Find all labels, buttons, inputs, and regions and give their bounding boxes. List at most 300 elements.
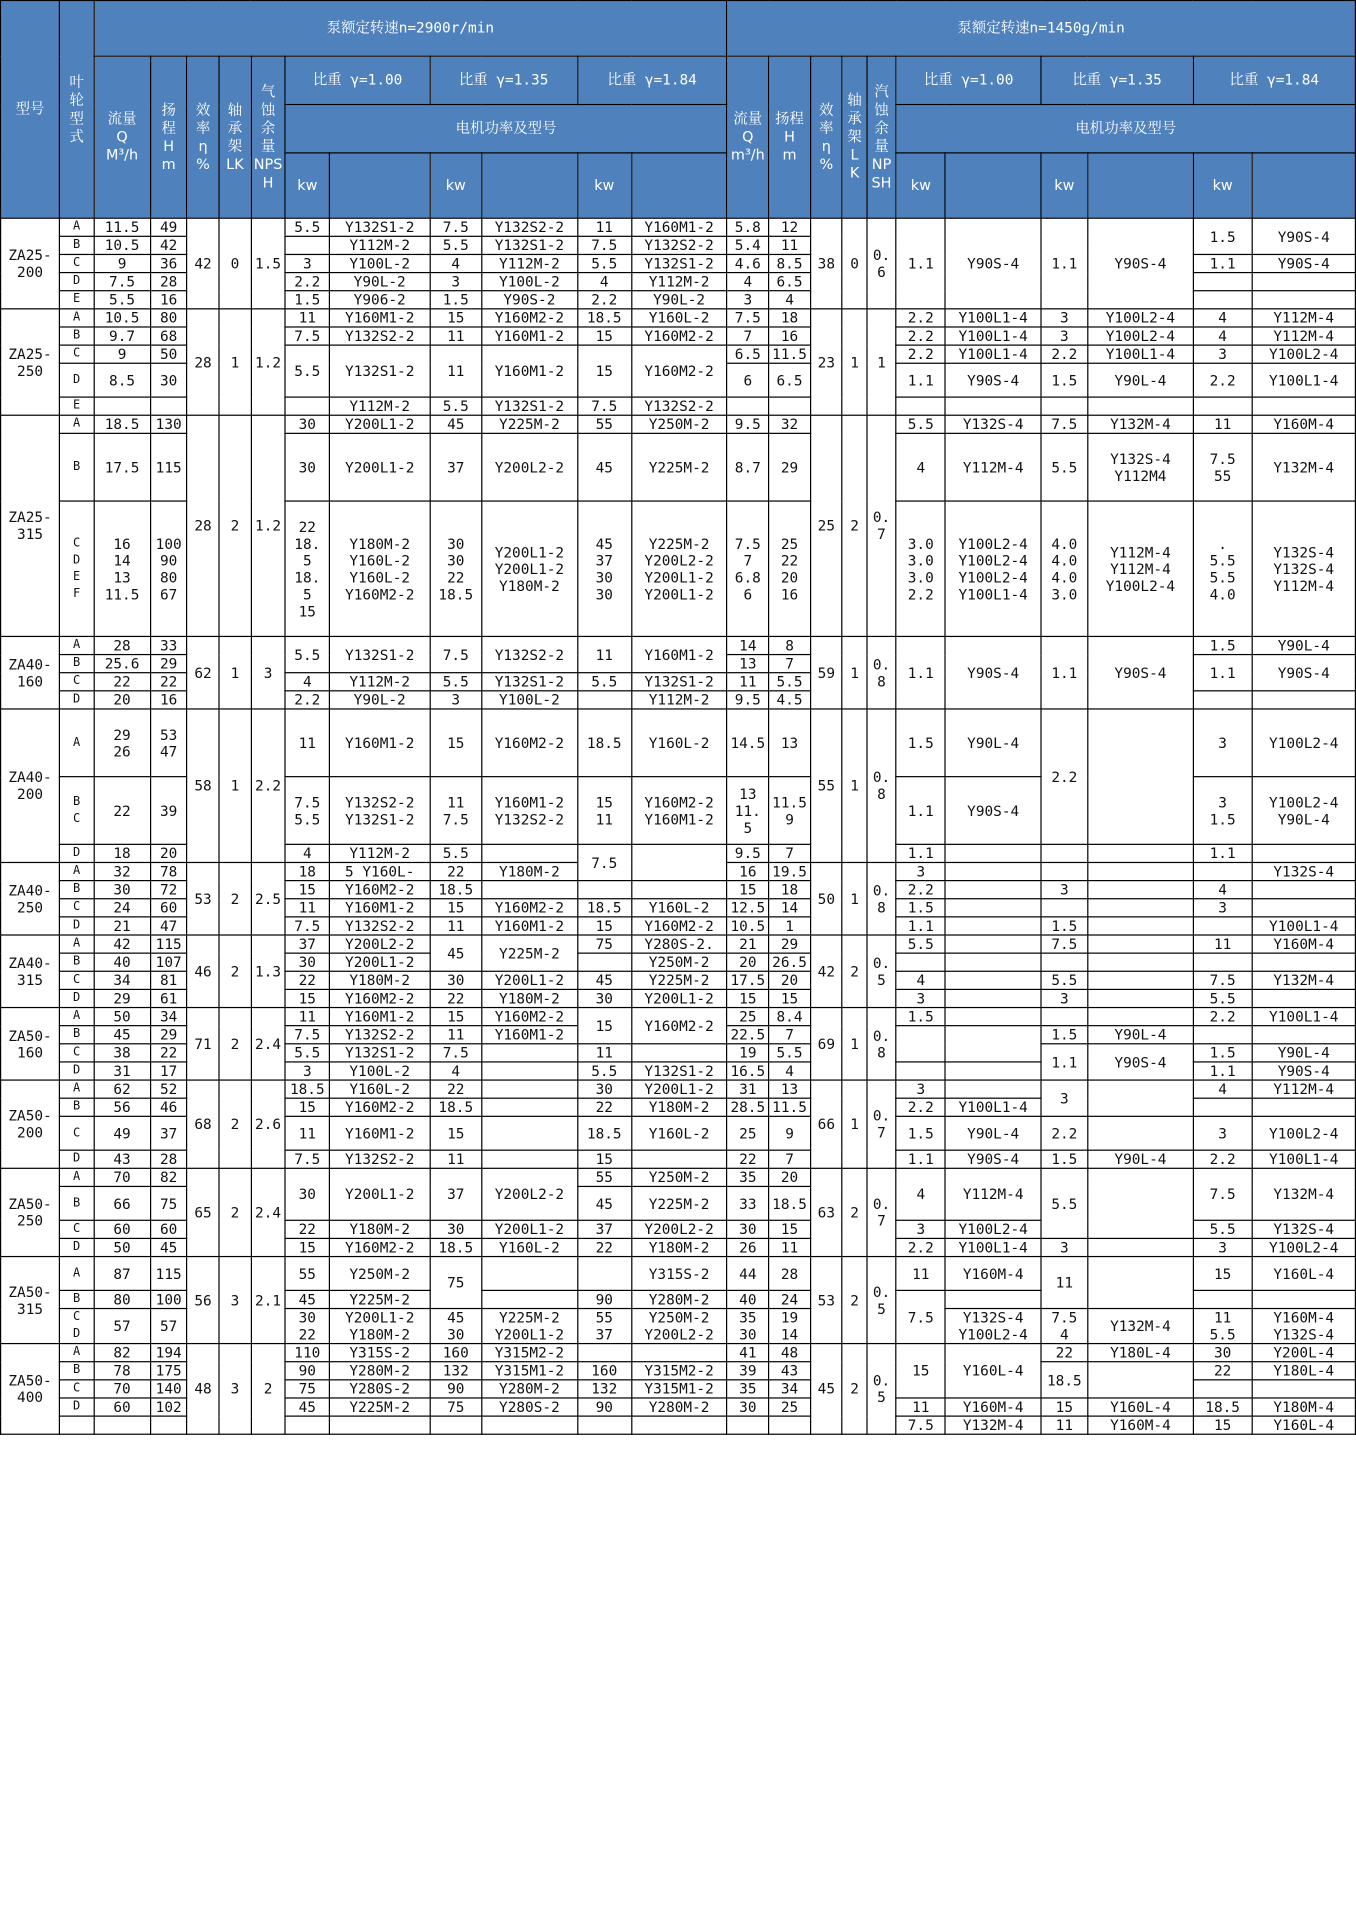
- table-cell: 11.5: [769, 345, 811, 363]
- table-cell: 3: [896, 1220, 945, 1238]
- table-cell: 1.1: [1193, 655, 1252, 691]
- table-cell: Y90L-2: [329, 273, 430, 291]
- table-cell: 5.5: [1041, 433, 1088, 501]
- table-cell: 20: [727, 953, 769, 971]
- table-cell: 1: [867, 309, 896, 415]
- table-cell: Y132S1-2: [329, 1044, 430, 1062]
- table-cell: 59: [810, 636, 842, 709]
- table-cell: 4: [1193, 1080, 1252, 1098]
- table-cell: 3: [285, 1062, 329, 1080]
- table-cell: 42: [94, 935, 150, 953]
- table-cell: Y280S-2: [329, 1380, 430, 1398]
- table-cell: [482, 1257, 578, 1291]
- table-cell: Y100L2-4: [1252, 1116, 1355, 1150]
- table-cell: Y160L-4: [1252, 1257, 1355, 1291]
- table-cell: 30 22: [285, 1309, 329, 1344]
- table-cell: 9.5: [727, 844, 769, 862]
- table-cell: 0: [842, 218, 867, 309]
- table-cell: 4: [430, 1062, 482, 1080]
- model-cell: ZA40- 160: [1, 636, 60, 709]
- table-row: [1, 309, 1356, 327]
- table-cell: Y90L-4: [1088, 1026, 1194, 1044]
- table-cell: Y225M-2: [631, 433, 727, 501]
- table-cell: 11: [285, 1008, 329, 1026]
- table-cell: [945, 953, 1041, 971]
- table-cell: 110: [285, 1344, 329, 1362]
- table-cell: [577, 953, 631, 971]
- table-cell: 5.5: [1041, 1168, 1088, 1238]
- table-cell: 75: [577, 935, 631, 953]
- table-cell: 2.6: [251, 1080, 285, 1168]
- header-motor-type: [329, 153, 430, 218]
- header-speed-1450: 泵额定转速n=1450g/min: [727, 1, 1355, 57]
- table-cell: 29 26: [94, 709, 150, 777]
- table-cell: [945, 844, 1041, 862]
- table-cell: 70: [94, 1168, 150, 1186]
- table-cell: 5.5: [285, 345, 329, 397]
- table-cell: [150, 397, 187, 415]
- table-cell: Y200L2-2: [482, 433, 578, 501]
- table-cell: Y132S1-2: [631, 1062, 727, 1080]
- table-cell: 45: [577, 1186, 631, 1220]
- table-cell: 24: [769, 1290, 811, 1308]
- table-cell: Y160M2-2: [631, 345, 727, 397]
- table-cell: Y160M1-2: [482, 345, 578, 397]
- table-cell: 75: [430, 1398, 482, 1416]
- table-cell: Y112M-4 Y112M-4 Y100L2-4: [1088, 501, 1194, 636]
- table-cell: 16.5: [727, 1062, 769, 1080]
- table-cell: Y90L-4: [1088, 363, 1194, 397]
- table-cell: 11: [1193, 935, 1252, 953]
- table-cell: 69: [810, 1008, 842, 1081]
- table-cell: 2.2: [285, 273, 329, 291]
- table-cell: Y160M2-2 Y160M1-2: [631, 777, 727, 845]
- impeller-cell: E: [59, 291, 93, 309]
- table-cell: Y160L-2: [329, 1080, 430, 1098]
- table-cell: 11: [577, 218, 631, 236]
- impeller-cell: B: [59, 1362, 93, 1380]
- table-cell: [1193, 1026, 1252, 1044]
- table-cell: 1.5: [1193, 1044, 1252, 1062]
- table-cell: 1: [842, 862, 867, 935]
- table-cell: 34: [769, 1380, 811, 1398]
- table-cell: 22: [94, 673, 150, 691]
- table-cell: [1252, 397, 1355, 415]
- table-cell: Y180M-4: [1252, 1398, 1355, 1416]
- table-cell: 62: [94, 1080, 150, 1098]
- table-cell: 38: [810, 218, 842, 309]
- table-cell: Y100L-2: [482, 691, 578, 709]
- table-cell: [285, 236, 329, 254]
- table-cell: [631, 881, 727, 899]
- table-cell: Y132S1-2: [329, 218, 430, 236]
- impeller-cell: C D: [59, 1309, 93, 1344]
- table-cell: 1.1: [896, 1150, 945, 1168]
- table-cell: Y90L-4: [1088, 1150, 1194, 1168]
- table-cell: 29: [150, 1026, 187, 1044]
- table-cell: Y132M-4: [1252, 971, 1355, 989]
- header-npsh-1450: 汽 蚀 余 量 NP SH: [867, 56, 896, 218]
- table-cell: Y280M-2: [631, 1398, 727, 1416]
- table-cell: [945, 1026, 1041, 1062]
- table-cell: 5.5: [430, 844, 482, 862]
- header-motor-type: [945, 153, 1041, 218]
- table-cell: 6.5: [727, 345, 769, 363]
- header-sg135-2900: 比重 γ=1.35: [430, 56, 577, 104]
- impeller-cell: A: [59, 1344, 93, 1362]
- table-cell: [482, 1416, 578, 1434]
- impeller-cell: [59, 1416, 93, 1434]
- table-cell: 4.6: [727, 254, 769, 272]
- impeller-cell: D: [59, 917, 93, 935]
- table-cell: 2: [219, 1008, 251, 1081]
- table-cell: Y200L1-2: [482, 1220, 578, 1238]
- table-cell: 30: [727, 1220, 769, 1238]
- table-cell: Y225M-2: [482, 935, 578, 971]
- table-cell: 2.4: [251, 1008, 285, 1081]
- table-cell: [631, 844, 727, 880]
- impeller-cell: A: [59, 415, 93, 433]
- table-cell: [94, 1416, 150, 1434]
- table-cell: Y112M-2: [329, 236, 430, 254]
- table-cell: 115: [150, 935, 187, 953]
- table-cell: Y100L2-4: [945, 1220, 1041, 1238]
- table-cell: Y100L-2: [329, 1062, 430, 1080]
- header-kw: kw: [285, 153, 329, 218]
- table-cell: 16: [727, 862, 769, 880]
- table-cell: [1252, 844, 1355, 862]
- table-cell: [1193, 291, 1252, 309]
- table-cell: 22: [94, 777, 150, 845]
- impeller-cell: D: [59, 1238, 93, 1256]
- impeller-cell: C: [59, 971, 93, 989]
- table-cell: Y160M-4: [1088, 1416, 1194, 1434]
- table-cell: Y200L1-2: [482, 971, 578, 989]
- table-cell: 55: [810, 709, 842, 863]
- table-cell: 4: [1193, 309, 1252, 327]
- table-cell: 29: [94, 989, 150, 1007]
- table-cell: 52: [150, 1080, 187, 1098]
- model-cell: ZA50- 160: [1, 1008, 60, 1081]
- table-cell: Y250M-2: [631, 953, 727, 971]
- table-cell: 37: [150, 1116, 187, 1150]
- table-cell: 28: [94, 636, 150, 654]
- table-cell: 1.5: [430, 291, 482, 309]
- table-cell: 5.5: [285, 1044, 329, 1062]
- impeller-cell: D: [59, 844, 93, 862]
- model-cell: ZA25- 250: [1, 309, 60, 415]
- table-cell: 32: [94, 862, 150, 880]
- table-cell: 12.5: [727, 899, 769, 917]
- table-cell: 2.5: [251, 862, 285, 935]
- table-cell: 1.2: [251, 415, 285, 636]
- table-cell: 33: [150, 636, 187, 654]
- table-cell: 17.5: [727, 971, 769, 989]
- table-cell: Y90L-4: [1252, 1044, 1355, 1062]
- table-cell: Y180M-2: [329, 1220, 430, 1238]
- table-cell: Y160M2-2: [482, 309, 578, 327]
- table-cell: [945, 899, 1041, 917]
- table-cell: 100: [150, 1290, 187, 1308]
- table-cell: 22: [430, 862, 482, 880]
- table-cell: Y112M-4: [1252, 1080, 1355, 1098]
- table-cell: 2.2: [1193, 363, 1252, 397]
- table-cell: 19.5: [769, 862, 811, 880]
- table-cell: Y90S-4: [945, 636, 1041, 709]
- table-cell: 29: [150, 655, 187, 673]
- table-cell: Y132S1-2: [482, 673, 578, 691]
- table-cell: Y112M-4: [945, 1168, 1041, 1220]
- table-cell: [1088, 953, 1194, 971]
- table-cell: Y100L2-4: [1088, 309, 1194, 327]
- table-cell: [1088, 1362, 1194, 1398]
- table-cell: 11: [896, 1257, 945, 1291]
- table-cell: 4: [285, 844, 329, 862]
- table-cell: 18.5: [577, 309, 631, 327]
- table-cell: 25: [727, 1116, 769, 1150]
- table-cell: 3: [251, 636, 285, 709]
- impeller-cell: B: [59, 953, 93, 971]
- table-cell: [1252, 273, 1355, 291]
- table-cell: [482, 1116, 578, 1150]
- model-cell: ZA25- 315: [1, 415, 60, 636]
- table-cell: [945, 1080, 1041, 1098]
- table-cell: 42: [810, 935, 842, 1008]
- table-cell: Y100L1-4: [1088, 345, 1194, 363]
- table-cell: 55: [285, 1257, 329, 1291]
- table-cell: 1.1: [1193, 844, 1252, 862]
- table-cell: 2.2: [1193, 1150, 1252, 1168]
- table-cell: 53: [187, 862, 219, 935]
- table-cell: Y90L-2: [329, 691, 430, 709]
- table-cell: 1: [219, 709, 251, 863]
- table-cell: 1.1: [1193, 254, 1252, 272]
- table-cell: [1193, 397, 1252, 415]
- table-cell: 18.5: [1041, 1362, 1088, 1398]
- table-cell: 18: [769, 881, 811, 899]
- table-row: [1, 1168, 1356, 1186]
- table-cell: Y132S1-2: [482, 397, 578, 415]
- table-cell: Y160M1-2: [329, 709, 430, 777]
- table-cell: Y160M1-2: [329, 1008, 430, 1026]
- impeller-cell: D: [59, 1150, 93, 1168]
- table-cell: [482, 1044, 578, 1062]
- table-cell: Y160M2-2: [329, 1098, 430, 1116]
- table-cell: Y250M-2: [631, 415, 727, 433]
- table-cell: [1088, 881, 1194, 899]
- table-cell: 35: [727, 1168, 769, 1186]
- table-cell: 3: [1193, 709, 1252, 777]
- table-cell: 18.5: [430, 881, 482, 899]
- table-cell: Y100L1-4: [1252, 1008, 1355, 1026]
- table-cell: [1088, 397, 1194, 415]
- table-cell: 90: [285, 1362, 329, 1380]
- table-cell: 29: [769, 433, 811, 501]
- table-cell: 17: [150, 1062, 187, 1080]
- table-cell: 28: [769, 1257, 811, 1291]
- table-cell: 23: [810, 309, 842, 415]
- table-cell: 5.5: [577, 254, 631, 272]
- table-cell: 5.5: [430, 397, 482, 415]
- table-cell: 28: [150, 1150, 187, 1168]
- table-cell: 2.2: [896, 309, 945, 327]
- table-cell: Y160M2-2: [631, 327, 727, 345]
- table-cell: Y112M-4: [945, 433, 1041, 501]
- table-cell: [1193, 273, 1252, 291]
- table-cell: Y132S1-2: [329, 636, 430, 672]
- table-cell: Y100L2-4: [1252, 345, 1355, 363]
- impeller-cell: D: [59, 363, 93, 397]
- table-cell: 2: [842, 935, 867, 1008]
- table-cell: 1: [769, 917, 811, 935]
- table-cell: 32: [769, 415, 811, 433]
- table-cell: [727, 1416, 769, 1434]
- table-cell: 1: [842, 1008, 867, 1081]
- table-cell: Y160M-4: [945, 1398, 1041, 1416]
- table-cell: 38: [94, 1044, 150, 1062]
- table-cell: [1088, 709, 1194, 844]
- table-cell: 57: [94, 1309, 150, 1344]
- impeller-cell: C: [59, 899, 93, 917]
- table-cell: 4: [896, 1168, 945, 1220]
- table-cell: 1: [219, 309, 251, 415]
- table-cell: 68: [187, 1080, 219, 1168]
- table-cell: 25: [727, 1008, 769, 1026]
- table-cell: 16: [150, 291, 187, 309]
- table-cell: 11: [285, 709, 329, 777]
- table-cell: Y160L-2: [631, 309, 727, 327]
- table-cell: 22: [1193, 1362, 1252, 1380]
- table-cell: [150, 1416, 187, 1434]
- table-cell: 1.5: [896, 1116, 945, 1150]
- header-motor-2900: 电机功率及型号: [285, 105, 727, 153]
- table-cell: Y100L2-4: [1252, 709, 1355, 777]
- table-cell: Y90S-4: [1252, 218, 1355, 254]
- table-cell: Y160L-2: [631, 709, 727, 777]
- table-cell: 30: [577, 989, 631, 1007]
- table-cell: Y160M1-2: [329, 1116, 430, 1150]
- table-cell: 55 37: [577, 1309, 631, 1344]
- table-cell: [285, 1416, 329, 1434]
- table-cell: 7.5 4: [1041, 1309, 1088, 1344]
- table-cell: [577, 881, 631, 899]
- table-cell: Y132S2-2: [482, 218, 578, 236]
- table-cell: 1.3: [251, 935, 285, 1008]
- table-cell: Y180L-4: [1252, 1362, 1355, 1380]
- table-cell: [482, 1150, 578, 1168]
- table-cell: 18.5: [577, 1116, 631, 1150]
- impeller-cell: A: [59, 1008, 93, 1026]
- table-cell: 5.5: [94, 291, 150, 309]
- table-cell: 43: [769, 1362, 811, 1380]
- table-cell: 2.2: [1193, 1008, 1252, 1026]
- table-cell: 7.5: [1041, 935, 1088, 953]
- model-cell: ZA50- 200: [1, 1080, 60, 1168]
- table-cell: Y132M-4: [1088, 1309, 1194, 1344]
- table-cell: 80: [94, 1290, 150, 1308]
- table-cell: 15: [769, 989, 811, 1007]
- table-cell: 15 11: [577, 777, 631, 845]
- table-cell: 30: [285, 433, 329, 501]
- header-efficiency-1450: 效 率 η %: [810, 56, 842, 218]
- table-cell: 115: [150, 1257, 187, 1291]
- table-cell: 140: [150, 1380, 187, 1398]
- table-cell: 3: [1193, 345, 1252, 363]
- table-cell: 160: [430, 1344, 482, 1362]
- table-cell: [577, 1257, 631, 1291]
- table-cell: 18.5: [1193, 1398, 1252, 1416]
- table-cell: 0.5: [867, 935, 896, 1008]
- table-cell: 61: [150, 989, 187, 1007]
- table-cell: Y100L1-4: [945, 1098, 1041, 1116]
- table-cell: Y132M-4: [1252, 1168, 1355, 1220]
- table-cell: 15: [285, 881, 329, 899]
- table-cell: [329, 1416, 430, 1434]
- impeller-cell: B: [59, 1098, 93, 1116]
- table-cell: [896, 1062, 945, 1080]
- table-cell: 3.0 3.0 3.0 2.2: [896, 501, 945, 636]
- table-cell: 35: [727, 1380, 769, 1398]
- impeller-cell: C: [59, 1380, 93, 1398]
- table-cell: 72: [150, 881, 187, 899]
- header-motor-type: [631, 153, 727, 218]
- table-cell: 15: [577, 1150, 631, 1168]
- table-cell: Y132M-4: [945, 1416, 1041, 1434]
- table-cell: 1.1: [1041, 1044, 1088, 1080]
- table-cell: Y132S-4: [1252, 862, 1355, 880]
- table-cell: 2: [842, 415, 867, 636]
- table-cell: Y132S-4 Y112M4: [1088, 433, 1194, 501]
- table-cell: 7.5: [896, 1290, 945, 1343]
- table-cell: 0.7: [867, 1080, 896, 1168]
- table-cell: [1088, 971, 1194, 989]
- table-cell: [482, 881, 578, 899]
- table-cell: Y90S-4: [945, 777, 1041, 845]
- table-cell: 3: [1193, 899, 1252, 917]
- table-cell: Y315M2-2: [482, 1344, 578, 1362]
- table-cell: 22: [577, 1238, 631, 1256]
- table-cell: 11: [430, 917, 482, 935]
- table-cell: Y112M-2: [631, 691, 727, 709]
- table-cell: [1088, 844, 1194, 862]
- table-cell: 1: [842, 709, 867, 863]
- table-cell: Y100L2-4 Y100L2-4 Y100L2-4 Y100L1-4: [945, 501, 1041, 636]
- table-cell: 107: [150, 953, 187, 971]
- table-cell: 31: [727, 1080, 769, 1098]
- table-cell: 18: [769, 309, 811, 327]
- table-cell: 30: [577, 1080, 631, 1098]
- table-cell: 11: [430, 327, 482, 345]
- table-cell: 3: [896, 989, 945, 1007]
- table-cell: 18.5: [769, 1186, 811, 1220]
- table-cell: 40: [727, 1290, 769, 1308]
- table-cell: 11 7.5: [430, 777, 482, 845]
- impeller-cell: D: [59, 273, 93, 291]
- table-cell: Y100L1-4: [1252, 917, 1355, 935]
- table-cell: 1.5: [251, 218, 285, 309]
- table-cell: Y280M-2: [329, 1362, 430, 1380]
- impeller-cell: D: [59, 691, 93, 709]
- header-head-2900: 扬 程 H m: [150, 56, 187, 218]
- table-cell: 24: [94, 899, 150, 917]
- table-cell: 1.5: [1041, 1026, 1088, 1044]
- table-cell: 7.5: [577, 397, 631, 415]
- table-cell: 20: [769, 1168, 811, 1186]
- table-cell: 26: [727, 1238, 769, 1256]
- table-cell: 30: [94, 881, 150, 899]
- table-cell: 15: [727, 989, 769, 1007]
- table-cell: 1.1: [896, 844, 945, 862]
